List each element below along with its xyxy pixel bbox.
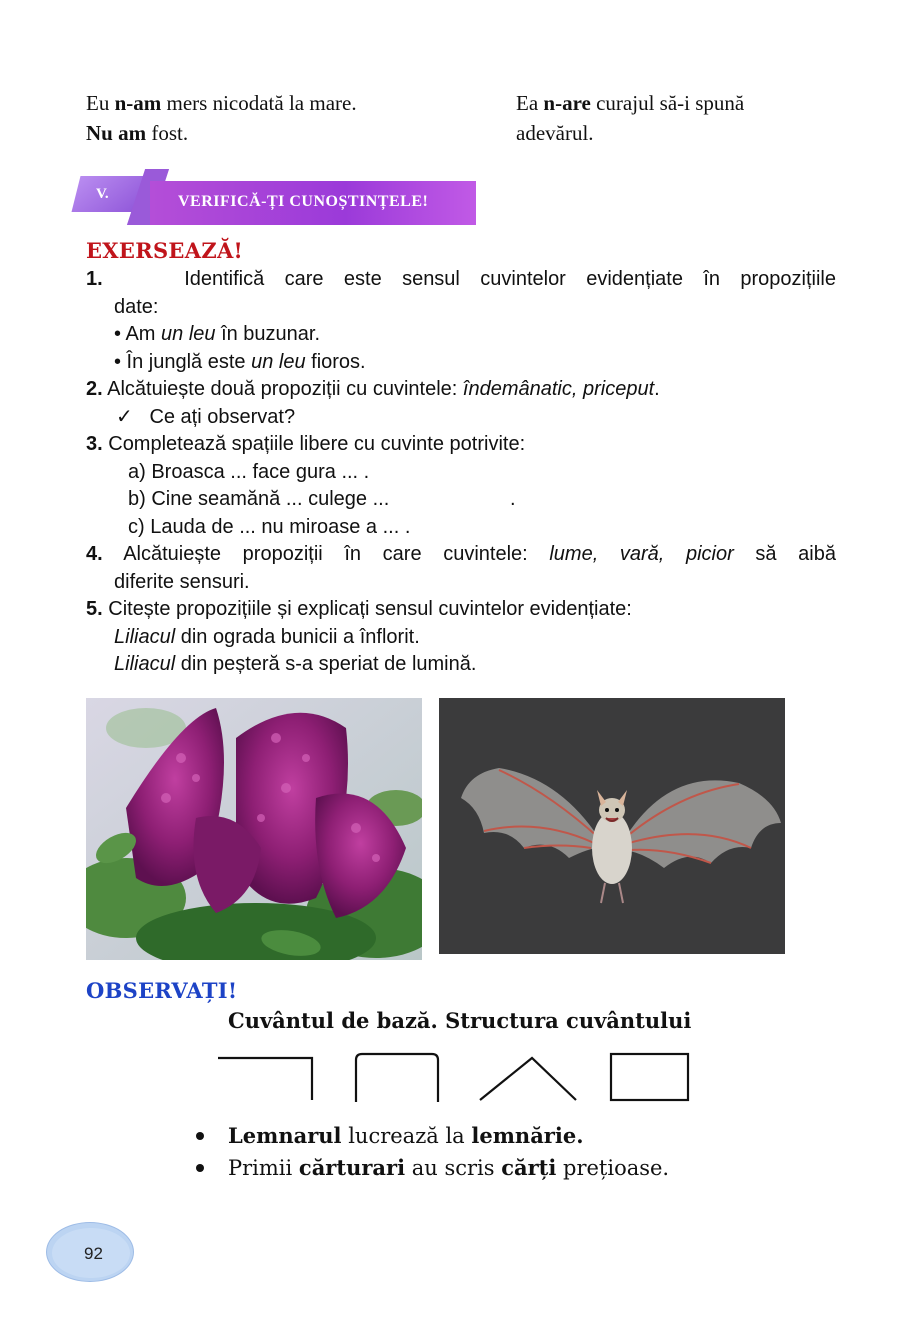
observati-heading: OBSERVAȚI! [86,978,238,1003]
prefix-box-icon [611,1054,688,1100]
section-number: V. [96,186,109,202]
example-right-line2: adevărul. [516,121,594,145]
example-left-line1: Eu n-am mers nicodată la mare. [86,91,357,115]
page-number: 92 [84,1244,103,1263]
lilac-photo [86,698,422,960]
example-right-line1: Ea n-are curajul să-i spună [516,91,745,115]
exercise-4-line1: 4. Alcătuiește propoziții în care cuvintele: lume, vară, picior să aibă [86,543,836,565]
exercise-1-line2: date: [114,295,159,318]
bullet-item-2: Primii cărturari au scris cărți prețioase. [196,1152,796,1184]
bullet-dot-icon [196,1132,204,1140]
ending-mark-icon [218,1058,312,1100]
exercise-5-sentence-1: Liliacul din ograda bunicii a înflorit. [114,625,420,648]
exerseaza-heading: EXERSEAZĂ! [86,238,244,263]
example-bullets [196,1120,796,1184]
exercise-1-sentence-2: • În junglă este un leu fioros. [114,350,366,373]
lilac-flower-icon [86,698,422,960]
exercise-2-line1: 2. Alcătuiește două propoziții cu cuvintele: îndemânatic, priceput. [86,378,660,400]
exercise-3-line1: 3. Completează spațiile libere cu cuvinte potrivite: [86,433,526,455]
exercise-3-b: b) Cine seamănă ... culege ... . [128,488,516,510]
suffix-mark-icon [480,1058,576,1100]
exercise-5-line1: 5. Citește propozițiile și explicați sensul cuvintelor evidențiate: [86,598,632,620]
exercise-3-a: a) Broasca ... face gura ... . [128,460,370,483]
exercise-1-sentence-1: • Am un leu în buzunar. [114,323,321,345]
bullet-item-1: Lemnarul lucrează la lemnărie. [196,1120,796,1152]
structure-title: Cuvântul de bază. Structura cuvântului [228,1008,692,1033]
exercise-2-check: ✓ Ce ați observat? [116,405,296,428]
exercise-list [86,266,836,679]
example-left [86,88,357,148]
example-right [516,88,744,148]
bullet-dot-icon [196,1164,204,1172]
exercise-3-c: c) Lauda de ... nu miroase a ... . [128,515,411,538]
section-title: VERIFICĂ-ȚI CUNOȘTINȚELE! [178,193,429,210]
exercise-1-line1: 1. Identifică care este sensul cuvintelor evidențiate în propozițiile [86,268,836,290]
bat-icon [439,698,785,954]
example-left-line2: Nu am fost. [86,121,189,145]
bat-photo [439,698,785,954]
checkmark-icon: ✓ [116,405,133,428]
root-mark-icon [356,1054,438,1102]
exercise-4-line2: diferite sensuri. [114,570,250,593]
exercise-5-sentence-2: Liliacul din peșteră s-a speriat de lumină. [114,653,477,675]
morpheme-marks [216,1048,696,1108]
